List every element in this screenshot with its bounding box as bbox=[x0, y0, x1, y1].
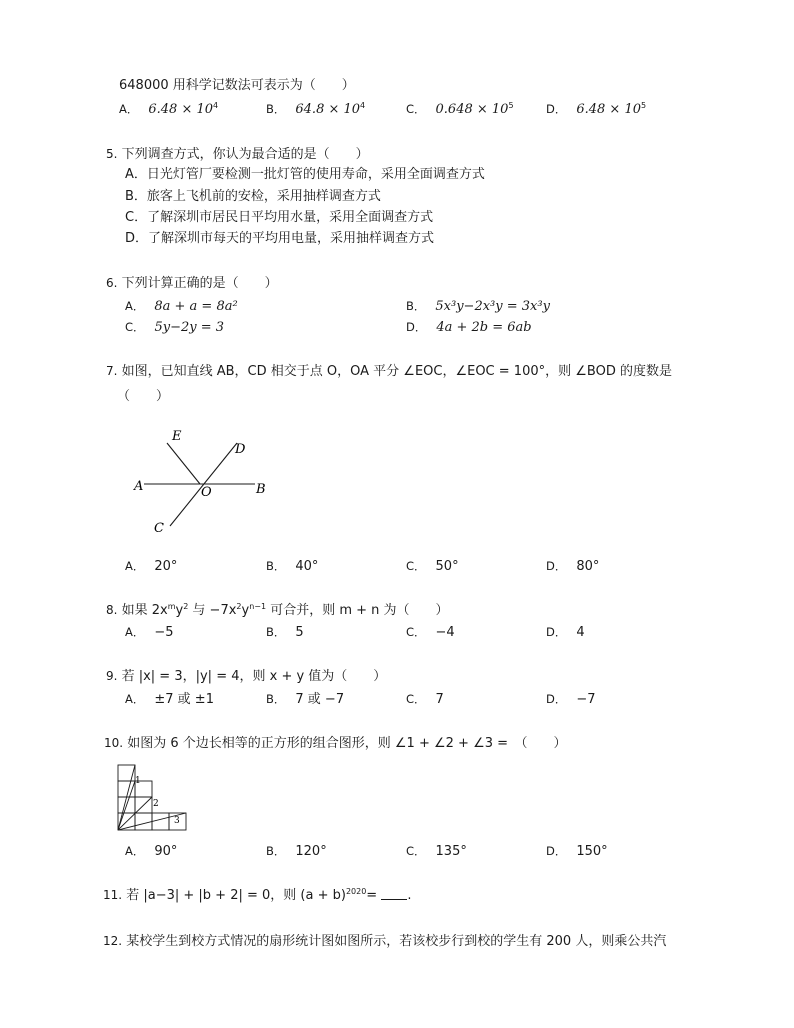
q8-option-a[interactable]: A． −5 bbox=[125, 625, 174, 640]
q5-option-d[interactable]: D．了解深圳市每天的平均用电量，采用抽样调查方式 bbox=[125, 231, 435, 246]
label-b: B bbox=[256, 482, 266, 497]
angle-label-1: 1 bbox=[135, 776, 141, 786]
q10-stem: 如图为 6 个边长相等的正方形的组合图形，则 ∠1 + ∠2 + ∠3 = （ ） bbox=[127, 736, 567, 751]
q9-stem-line bbox=[106, 667, 386, 686]
question-number: 11. bbox=[103, 888, 123, 902]
label-e: E bbox=[172, 429, 182, 444]
q7-stem: 如图，已知直线 AB，CD 相交于点 O，OA 平分 ∠EOC，∠EOC = 100°，则 ∠BOD 的度数是 bbox=[121, 364, 672, 379]
q7-option-b[interactable]: B． 40° bbox=[266, 559, 319, 574]
question-number: 9. bbox=[106, 669, 118, 683]
label-a: A bbox=[134, 479, 144, 494]
question-number: 5. bbox=[106, 147, 118, 161]
q9-stem: 若 |x| = 3，|y| = 4，则 x + y 值为（ ） bbox=[121, 669, 387, 684]
q4-option-d[interactable]: D． $6.48 \times 10^5$ bbox=[546, 101, 647, 117]
q8-option-d[interactable]: D． 4 bbox=[546, 625, 585, 640]
q5-option-b[interactable]: B．旅客上飞机前的安检，采用抽样调查方式 bbox=[125, 189, 381, 204]
option-label: C． bbox=[406, 102, 426, 116]
label-d: D bbox=[235, 442, 246, 457]
q8-option-b[interactable]: B． 5 bbox=[266, 625, 304, 640]
q5-stem: 下列调查方式，你认为最合适的是（ ） bbox=[121, 147, 369, 162]
q10-option-d[interactable]: D． 150° bbox=[546, 844, 608, 859]
q5-option-c[interactable]: C．了解深圳市居民日平均用水量，采用全面调查方式 bbox=[125, 210, 434, 225]
q9-option-b[interactable]: B． 7 或 −7 bbox=[266, 692, 345, 707]
q6-option-c[interactable]: C． 5y−2y = 3 bbox=[125, 320, 225, 335]
option-label: D． bbox=[546, 102, 567, 116]
q9-option-c[interactable]: C． 7 bbox=[406, 692, 444, 707]
q7-option-d[interactable]: D． 80° bbox=[546, 559, 600, 574]
angle-label-2: 2 bbox=[153, 799, 159, 809]
question-number: 12. bbox=[103, 934, 123, 948]
square bbox=[135, 813, 152, 830]
q4-option-c[interactable]: C． $0.648 \times 10^5$ bbox=[406, 101, 514, 117]
q10-option-c[interactable]: C． 135° bbox=[406, 844, 467, 859]
q8-stem-line: 8. 如果 $2x^my^2$ 与 $-7x^2y^{n-1}$ 可合并，则 m + n 为（ ） bbox=[106, 602, 449, 618]
q7-stem-paren: （ ） bbox=[117, 389, 170, 404]
label-c: C bbox=[154, 521, 164, 536]
q10-stem-line bbox=[104, 734, 567, 753]
q10-option-b[interactable]: B． 120° bbox=[266, 844, 327, 859]
square bbox=[152, 813, 169, 830]
question-number: 6. bbox=[106, 276, 118, 290]
q4-option-b[interactable]: B． $64.8 \times 10^4$ bbox=[266, 101, 366, 117]
q10-option-a[interactable]: A． 90° bbox=[125, 844, 178, 859]
q6-option-a[interactable]: A． 8a + a = 8a² bbox=[125, 299, 238, 314]
q9-option-d[interactable]: D． −7 bbox=[546, 692, 596, 707]
q10-figure bbox=[116, 763, 190, 833]
angle-label-3: 3 bbox=[174, 816, 180, 826]
label-o: O bbox=[201, 485, 212, 500]
q6-option-d[interactable]: D． 4a + 2b = 6ab bbox=[406, 320, 532, 335]
option-label: A． bbox=[119, 102, 139, 116]
q7-stem-line bbox=[106, 362, 672, 381]
q8-option-c[interactable]: C． −4 bbox=[406, 625, 455, 640]
q4-stem: 648000 用科学记数法可表示为（ ） bbox=[119, 78, 355, 93]
q6-option-b[interactable]: B． 5x³y−2x³y = 3x³y bbox=[406, 299, 550, 314]
q6-stem: 下列计算正确的是（ ） bbox=[121, 276, 278, 291]
q6-stem-line bbox=[106, 274, 278, 293]
q12-stem-line bbox=[103, 932, 666, 951]
question-number: 8. bbox=[106, 603, 118, 617]
ray-oe bbox=[167, 443, 200, 484]
q12-stem: 某校学生到校方式情况的扇形统计图如图所示，若该校步行到校的学生有 200 人，则乘公共汽 bbox=[126, 934, 667, 949]
question-number: 10. bbox=[104, 736, 124, 750]
diagonal-4 bbox=[118, 781, 135, 830]
answer-blank[interactable] bbox=[381, 887, 407, 900]
q7-option-c[interactable]: C． 50° bbox=[406, 559, 459, 574]
q5-option-a[interactable]: A．日光灯管厂要检测一批灯管的使用寿命，采用全面调查方式 bbox=[125, 167, 485, 182]
q5-stem-line bbox=[106, 145, 369, 164]
option-label: B． bbox=[266, 102, 286, 116]
q7-figure bbox=[130, 425, 270, 537]
q11-stem-line: 11. 若 |a−3| + |b + 2| = 0，则 $(a + b)^{2020}=$ . bbox=[103, 887, 412, 903]
question-number: 7. bbox=[106, 364, 118, 378]
q7-option-a[interactable]: A． 20° bbox=[125, 559, 178, 574]
q9-option-a[interactable]: A． ±7 或 ±1 bbox=[125, 692, 214, 707]
q4-option-a[interactable]: A． $6.48 \times 10^4$ bbox=[119, 101, 219, 117]
diagonal-1 bbox=[118, 765, 135, 830]
